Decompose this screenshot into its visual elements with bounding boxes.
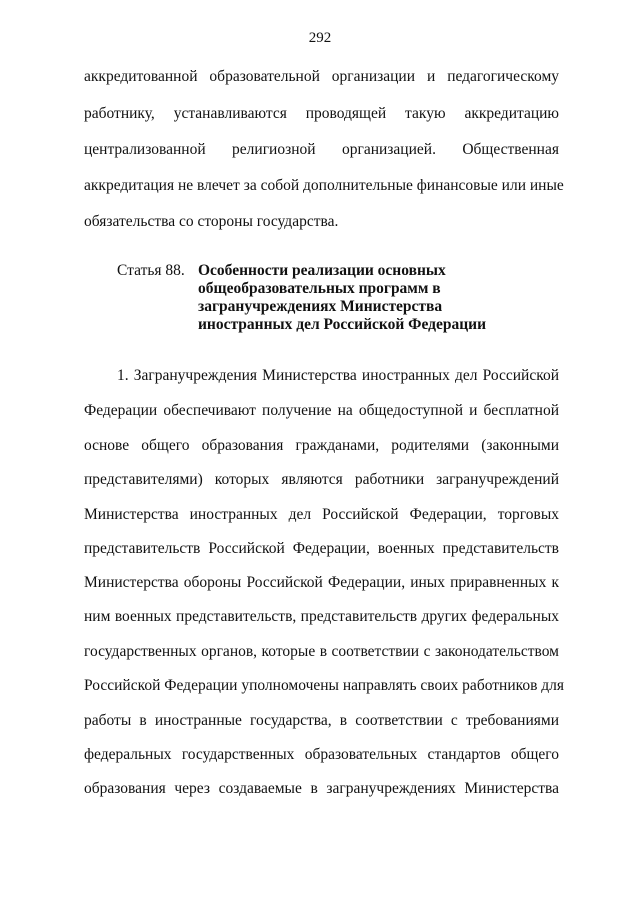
text-line: Российской Федерации уполномочены направлять своих работников для — [84, 677, 565, 694]
article-number: Статья 88. — [117, 262, 185, 279]
page-number: 292 — [308, 30, 332, 46]
article-title-line: иностранных дел Российской Федерации — [198, 316, 487, 333]
article-title-line: Особенности реализации основных — [198, 262, 446, 279]
text-line: 1. Загранучреждения Министерства иностранных дел Российской — [117, 367, 559, 384]
article-title-line: загранучреждениях Министерства — [198, 298, 443, 315]
text-line: обязательства со стороны государства. — [84, 213, 339, 230]
text-line: аккредитация не влечет за собой дополнительные финансовые или иные — [84, 177, 564, 194]
text-line: ним военных представительств, представительств других федеральных — [84, 608, 559, 625]
article-title — [198, 262, 498, 334]
text-line: основе общего образования гражданами, родителями (законными — [84, 437, 559, 454]
text-line: Министерства иностранных дел Российской Федерации, торговых — [84, 506, 559, 523]
text-line: представительств Российской Федерации, военных представительств — [84, 540, 559, 557]
text-line: государственных органов, которые в соответствии с законодательством — [84, 643, 559, 660]
text-line: работнику, устанавливаются проводящей такую аккредитацию — [84, 105, 559, 122]
article-title-line: общеобразовательных программ в — [198, 280, 441, 297]
text-line: представителями) которых являются работники загранучреждений — [84, 471, 559, 488]
text-line: аккредитованной образовательной организации и педагогическому — [84, 68, 559, 85]
text-line: федеральных государственных образовательных стандартов общего — [84, 746, 559, 763]
text-line: работы в иностранные государства, в соответствии с требованиями — [84, 712, 559, 729]
text-line: Министерства обороны Российской Федерации, иных приравненных к — [84, 574, 559, 591]
text-line: централизованной религиозной организацией. Общественная — [84, 141, 559, 158]
text-line: Федерации обеспечивают получение на общедоступной и бесплатной — [84, 402, 559, 419]
text-line: образования через создаваемые в загранучреждениях Министерства — [84, 780, 559, 797]
